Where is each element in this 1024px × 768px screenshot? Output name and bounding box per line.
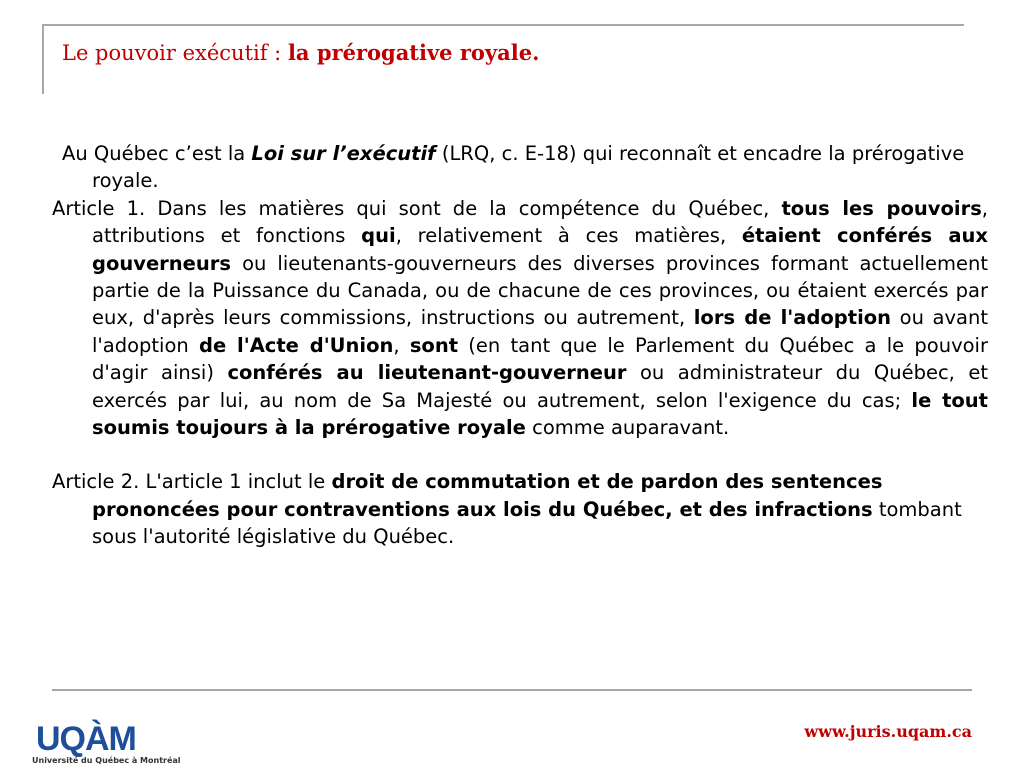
law-name: Loi sur l’exécutif xyxy=(251,142,436,165)
website-url[interactable]: www.juris.uqam.ca xyxy=(804,722,972,741)
top-rule xyxy=(42,24,964,26)
uqam-logo xyxy=(30,716,181,766)
svg-text:Université du Québec à Montréa: Université du Québec à Montréal xyxy=(32,756,181,765)
slide-title xyxy=(62,40,539,65)
article-2: Article 2. L'article 1 inclut le droit de commutation et de pardon des sentences prononcées pour contraventions aux lois du Québec, et des infractions tombant sous l'autorité législative du Québec. xyxy=(52,470,962,549)
title-prefix: Le pouvoir exécutif : xyxy=(62,41,288,65)
title-bold: la prérogative royale. xyxy=(287,40,540,65)
left-rule xyxy=(42,24,44,94)
bottom-rule xyxy=(52,689,972,691)
svg-text:UQÀM: UQÀM xyxy=(36,720,136,758)
article-1: Article 1. Dans les matières qui sont de la compétence du Québec, tous les pouvoirs, attributions et fonctions qui, relativement à ces matières, étaient conférés aux gouverneurs ou lieutenants-gouverneurs des diverses provinces formant actuellement partie de la Puissance du Canada, ou de chacune de ces provinces, ou étaient exercés par eux, d'après leurs commissions, instructions ou autrement, lors de l'adoption ou avant l'adoption de l'Acte d'Union, sont (en tant que le Parlement du Québec a le pouvoir d'agir ainsi) conférés au lieutenant-gouverneur ou administrateur du Québec, et exercés par lui, au nom de Sa Majesté ou autrement, selon l'exigence du cas; le tout soumis toujours à la prérogative royale comme auparavant. xyxy=(52,196,989,440)
intro-paragraph: Au Québec c’est la Loi sur l’exécutif (LRQ, c. E-18) qui reconnaît et encadre la prérogative royale. xyxy=(62,142,965,193)
slide-body xyxy=(52,140,988,551)
